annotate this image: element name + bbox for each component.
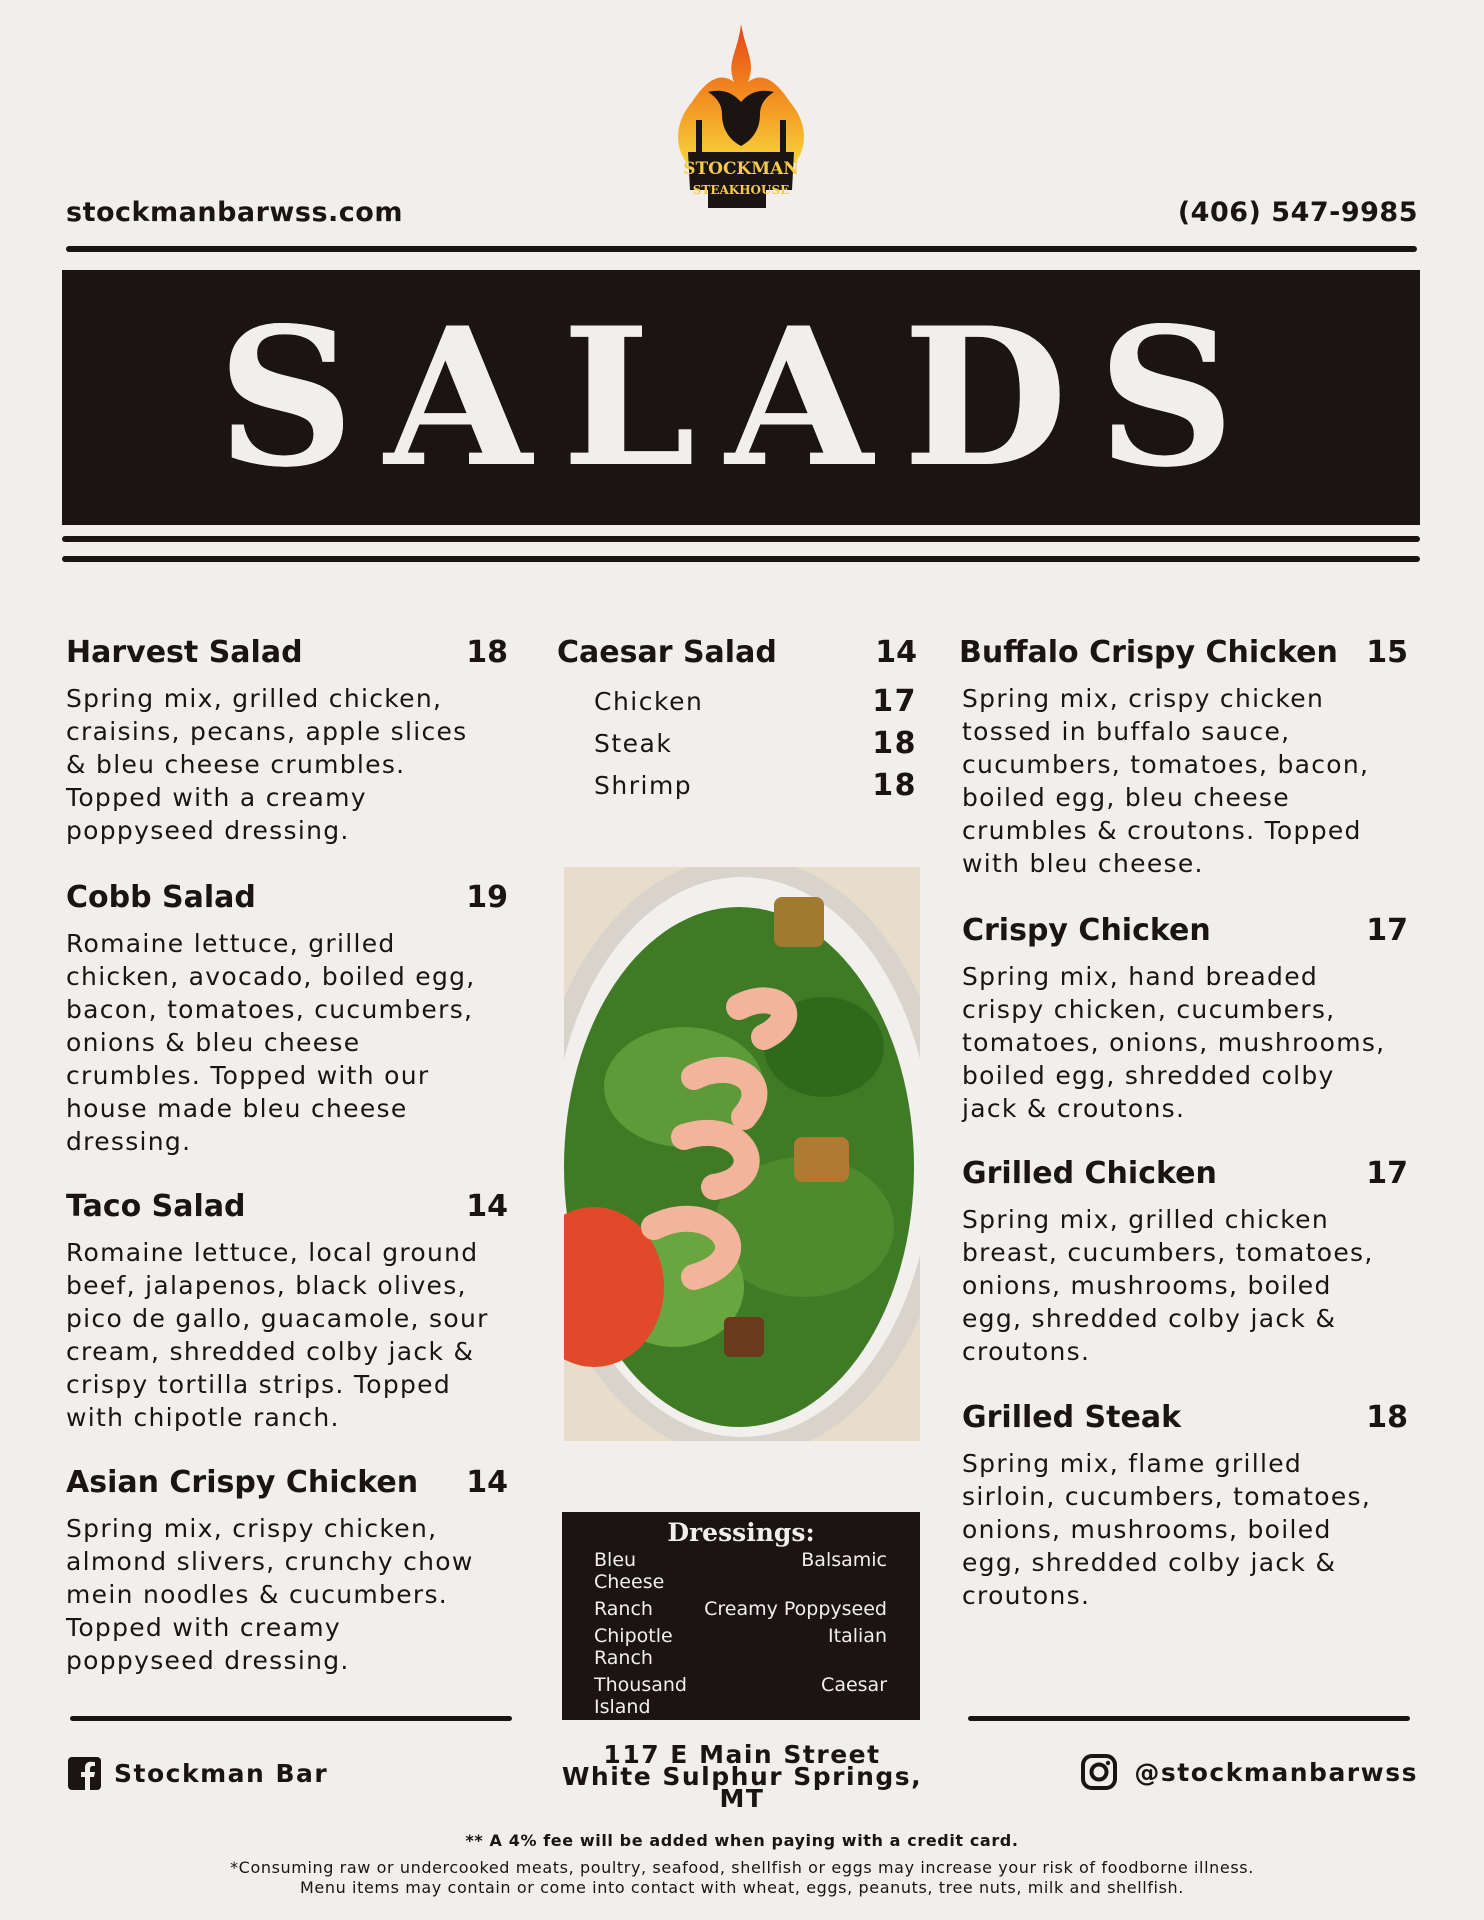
dressings-list	[562, 1549, 920, 1745]
dressing-item: Caesar	[821, 1674, 887, 1696]
disclaimer-allergens: Menu items may contain or come into contact with wheat, eggs, peanuts, tree nuts, milk and shellfish.	[300, 1878, 1184, 1897]
phone-number[interactable]: (406) 547-9985	[1177, 197, 1418, 228]
item-name: Caesar Salad	[557, 635, 777, 670]
item-description: Romaine lettuce, grilled chicken, avocado, boiled egg, bacon, tomatoes, cucumbers, onions & bleu cheese crumbles. Topped with our house made bleu cheese dressing.	[66, 929, 476, 1156]
header-divider	[66, 246, 1417, 252]
item-description: Romaine lettuce, local ground beef, jalapenos, black olives, pico de gallo, guacamole, sour cream, shredded colby jack & crispy tortilla strips. Topped with chipotle ranch.	[66, 1238, 489, 1432]
menu-item-taco-salad	[66, 1189, 508, 1465]
item-name: Crispy Chicken	[962, 913, 1211, 948]
item-price: 14	[466, 1465, 508, 1500]
caesar-section	[557, 635, 917, 806]
item-description: Spring mix, crispy chicken, almond slivers, crunchy chow mein noodles & cucumbers. Topped with creamy poppyseed dressing.	[66, 1514, 474, 1675]
item-name: Harvest Salad	[66, 635, 303, 670]
item-description: Spring mix, flame grilled sirloin, cucumbers, tomatoes, onions, mushrooms, boiled egg, shredded colby jack & croutons.	[962, 1449, 1372, 1610]
svg-text:STEAKHOUSE: STEAKHOUSE	[692, 183, 790, 197]
dressing-item: Balsamic	[801, 1549, 887, 1571]
item-price: 17	[1366, 913, 1408, 948]
dressings-box	[562, 1512, 920, 1745]
instagram-icon	[1080, 1753, 1118, 1791]
item-price: 14	[466, 1189, 508, 1224]
item-name: Grilled Steak	[962, 1400, 1182, 1435]
item-price: 17	[1366, 1156, 1408, 1191]
website-link[interactable]: stockmanbarwss.com	[66, 197, 403, 228]
item-name: Cobb Salad	[66, 880, 256, 915]
item-name: Buffalo Crispy Chicken	[959, 635, 1338, 670]
dressing-item: Chipotle Ranch	[594, 1625, 673, 1669]
dressings-title: Dressings:	[667, 1518, 815, 1547]
item-price: 18	[466, 635, 508, 670]
right-menu-column	[959, 635, 1408, 1612]
salad-photo	[564, 867, 920, 1441]
item-price: 14	[875, 635, 917, 670]
dressing-item: Honey Mustard	[743, 1723, 887, 1745]
menu-item-grilled-chicken	[962, 1156, 1408, 1400]
dressing-item: French	[594, 1723, 658, 1745]
menu-item-crispy-chicken	[962, 913, 1408, 1156]
item-description: Spring mix, hand breaded crispy chicken, cucumbers, tomatoes, onions, mushrooms, boiled egg, shredded colby jack & croutons.	[962, 962, 1386, 1123]
dressing-item: Creamy Poppyseed	[704, 1598, 887, 1620]
dressing-item: Thousand Island	[594, 1674, 687, 1718]
facebook-icon	[68, 1757, 101, 1790]
footer-divider-left	[70, 1716, 512, 1721]
title-banner	[62, 270, 1420, 525]
item-name: Taco Salad	[66, 1189, 246, 1224]
menu-item-harvest-salad	[66, 635, 508, 880]
menu-item-buffalo-crispy-chicken	[959, 635, 1408, 913]
footer-divider-right	[968, 1716, 1410, 1721]
item-price: 15	[1366, 635, 1408, 670]
page-title: SALADS	[217, 286, 1265, 509]
svg-text:STOCKMAN: STOCKMAN	[683, 159, 799, 179]
banner-divider-1	[62, 536, 1420, 542]
item-price: 18	[1366, 1400, 1408, 1435]
dressing-item: Bleu Cheese	[594, 1549, 665, 1593]
facebook-link[interactable]: Stockman Bar	[68, 1757, 328, 1790]
menu-item-cobb-salad	[66, 880, 508, 1189]
logo-graphic	[668, 22, 814, 217]
item-name: Asian Crispy Chicken	[66, 1465, 419, 1500]
addon-chicken: Chicken 17	[594, 683, 917, 719]
menu-item-grilled-steak	[962, 1400, 1408, 1612]
logo	[668, 22, 814, 217]
item-name: Grilled Chicken	[962, 1156, 1217, 1191]
item-description: Spring mix, grilled chicken breast, cucumbers, tomatoes, onions, mushrooms, boiled egg, shredded colby jack & croutons.	[962, 1205, 1374, 1366]
banner-divider-2	[62, 556, 1420, 562]
menu-item-asian-crispy-chicken	[66, 1465, 508, 1677]
addon-steak: Steak 18	[594, 725, 917, 761]
item-description: Spring mix, crispy chicken tossed in buffalo sauce, cucumbers, tomatoes, bacon, boiled egg, bleu cheese crumbles & croutons. Topped with bleu cheese.	[962, 684, 1370, 878]
item-description: Spring mix, grilled chicken, craisins, pecans, apple slices & bleu cheese crumbles. Topped with a creamy poppyseed dressing.	[66, 684, 468, 845]
dressing-item: Italian	[828, 1625, 887, 1647]
instagram-link[interactable]: @stockmanbarwss	[1080, 1753, 1418, 1791]
dressing-item: Ranch	[594, 1598, 653, 1620]
address: 117 E Main Street White Sulphur Springs, MT	[561, 1740, 923, 1813]
left-menu-column	[66, 635, 508, 1677]
disclaimer-raw: *Consuming raw or undercooked meats, poultry, seafood, shellfish or eggs may increase your risk of foodborne illness.	[230, 1858, 1254, 1877]
fee-note: ** A 4% fee will be added when paying with a credit card.	[465, 1831, 1019, 1850]
addon-shrimp: Shrimp 18	[594, 767, 917, 803]
item-price: 19	[466, 880, 508, 915]
